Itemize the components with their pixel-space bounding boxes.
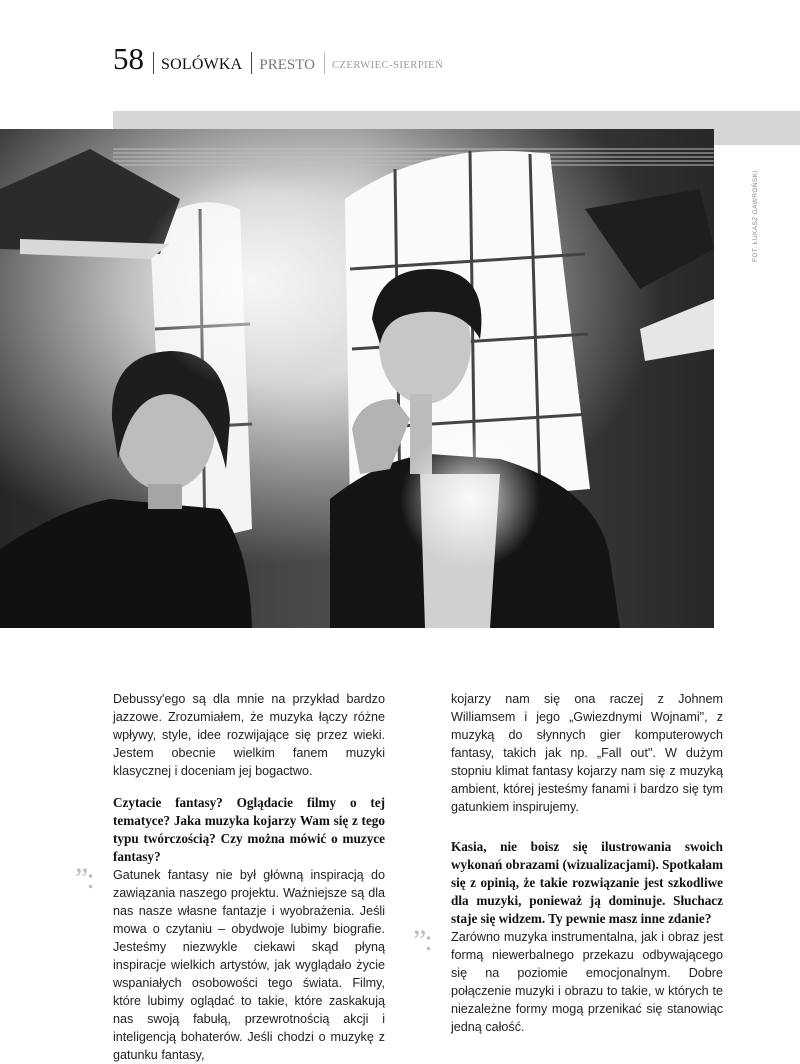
interview-question: Czytacie fantasy? Oglądacie filmy o tej tematyce? Jaka muzyka kojarzy Wam się z tego typu twórczością? Czy można mówić o muzyce fantasy?: [113, 795, 385, 864]
page-number: 58: [113, 41, 144, 76]
answer-text: Zarówno muzyka instrumentalna, jak i obraz jest formą niewerbalnego przekazu odbywającego się na poziomie emocjonalnym. Dobre połączenie muzyki i obrazu to takie, w których te niezależne formy mogą przenikać się stanowiąc jedną całość.: [451, 930, 723, 1034]
quote-mark-icon: ”:: [413, 924, 431, 957]
interview-answer: [413, 924, 723, 1036]
quote-mark-icon: ”:: [75, 862, 93, 895]
magazine-name: PRESTO: [259, 57, 315, 73]
answer-text: Gatunek fantasy nie był główną inspiracją do zawiązania naszego projektu. Ważniejsze są dla nas nasze własne fantazje i wyobrażenia. Jeśli mowa o czytaniu – obydwoje lubimy biografie. Jesteśmy niezwykle ciekawi skąd płyną inspiracje wielkich artystów, jak wyglądało życie wspaniałych osobowości tego świata. Filmy, które lubimy oglądać to takie, które zaskakują nas swoją fabułą, przewrotnością akcji i inteligencją bohaterów. Jeśli chodzi o muzykę z gatunku fantasy,: [113, 868, 385, 1062]
article-column-left: [75, 690, 385, 1064]
photo-credit: FOT. ŁUKASZ GAWROŃSKI: [752, 170, 759, 262]
photo-illustration: [0, 129, 714, 628]
interview-question: Kasia, nie boisz się ilustrowania swoich wykonań obrazami (wizualizacjami). Spotkałam się z opinią, że takie rozwiązanie jest szkodliwe dla muzyki, ponieważ ją dominuje. Słuchacz staje się widzem. Ty pewnie masz inne zdanie?: [451, 839, 723, 926]
interview-answer: [75, 862, 385, 1064]
article-column-right: [413, 690, 723, 1036]
header-divider: [324, 52, 325, 74]
issue-date: CZERWIEC-SIERPIEŃ: [331, 60, 444, 71]
header-divider: [153, 52, 154, 74]
page-header: [113, 34, 443, 74]
duo-photo: [0, 129, 714, 628]
paragraph-intro: kojarzy nam się ona raczej z Johnem Williamsem i jego „Gwiezdnymi Wojnami", z muzyką do słynnych gier komputerowych fantasy, takich jak np. „Fall out". W dużym stopniu klimat fantasy kojarzy nam się z muzyką ambient, której jesteśmy fanami i bardzo się tym gatunkiem inspirujemy.: [451, 692, 723, 814]
section-title: SOLÓWKA: [161, 56, 243, 73]
header-divider: [251, 52, 252, 74]
paragraph-intro: Debussy'ego są dla mnie na przykład bardzo jazzowe. Zrozumiałem, że muzyka łączy różne wpływy, style, idee rozwijające się przez wieki. Jestem obecnie wielkim fanem muzyki klasycznej i doceniam jej bogactwo.: [113, 692, 385, 778]
